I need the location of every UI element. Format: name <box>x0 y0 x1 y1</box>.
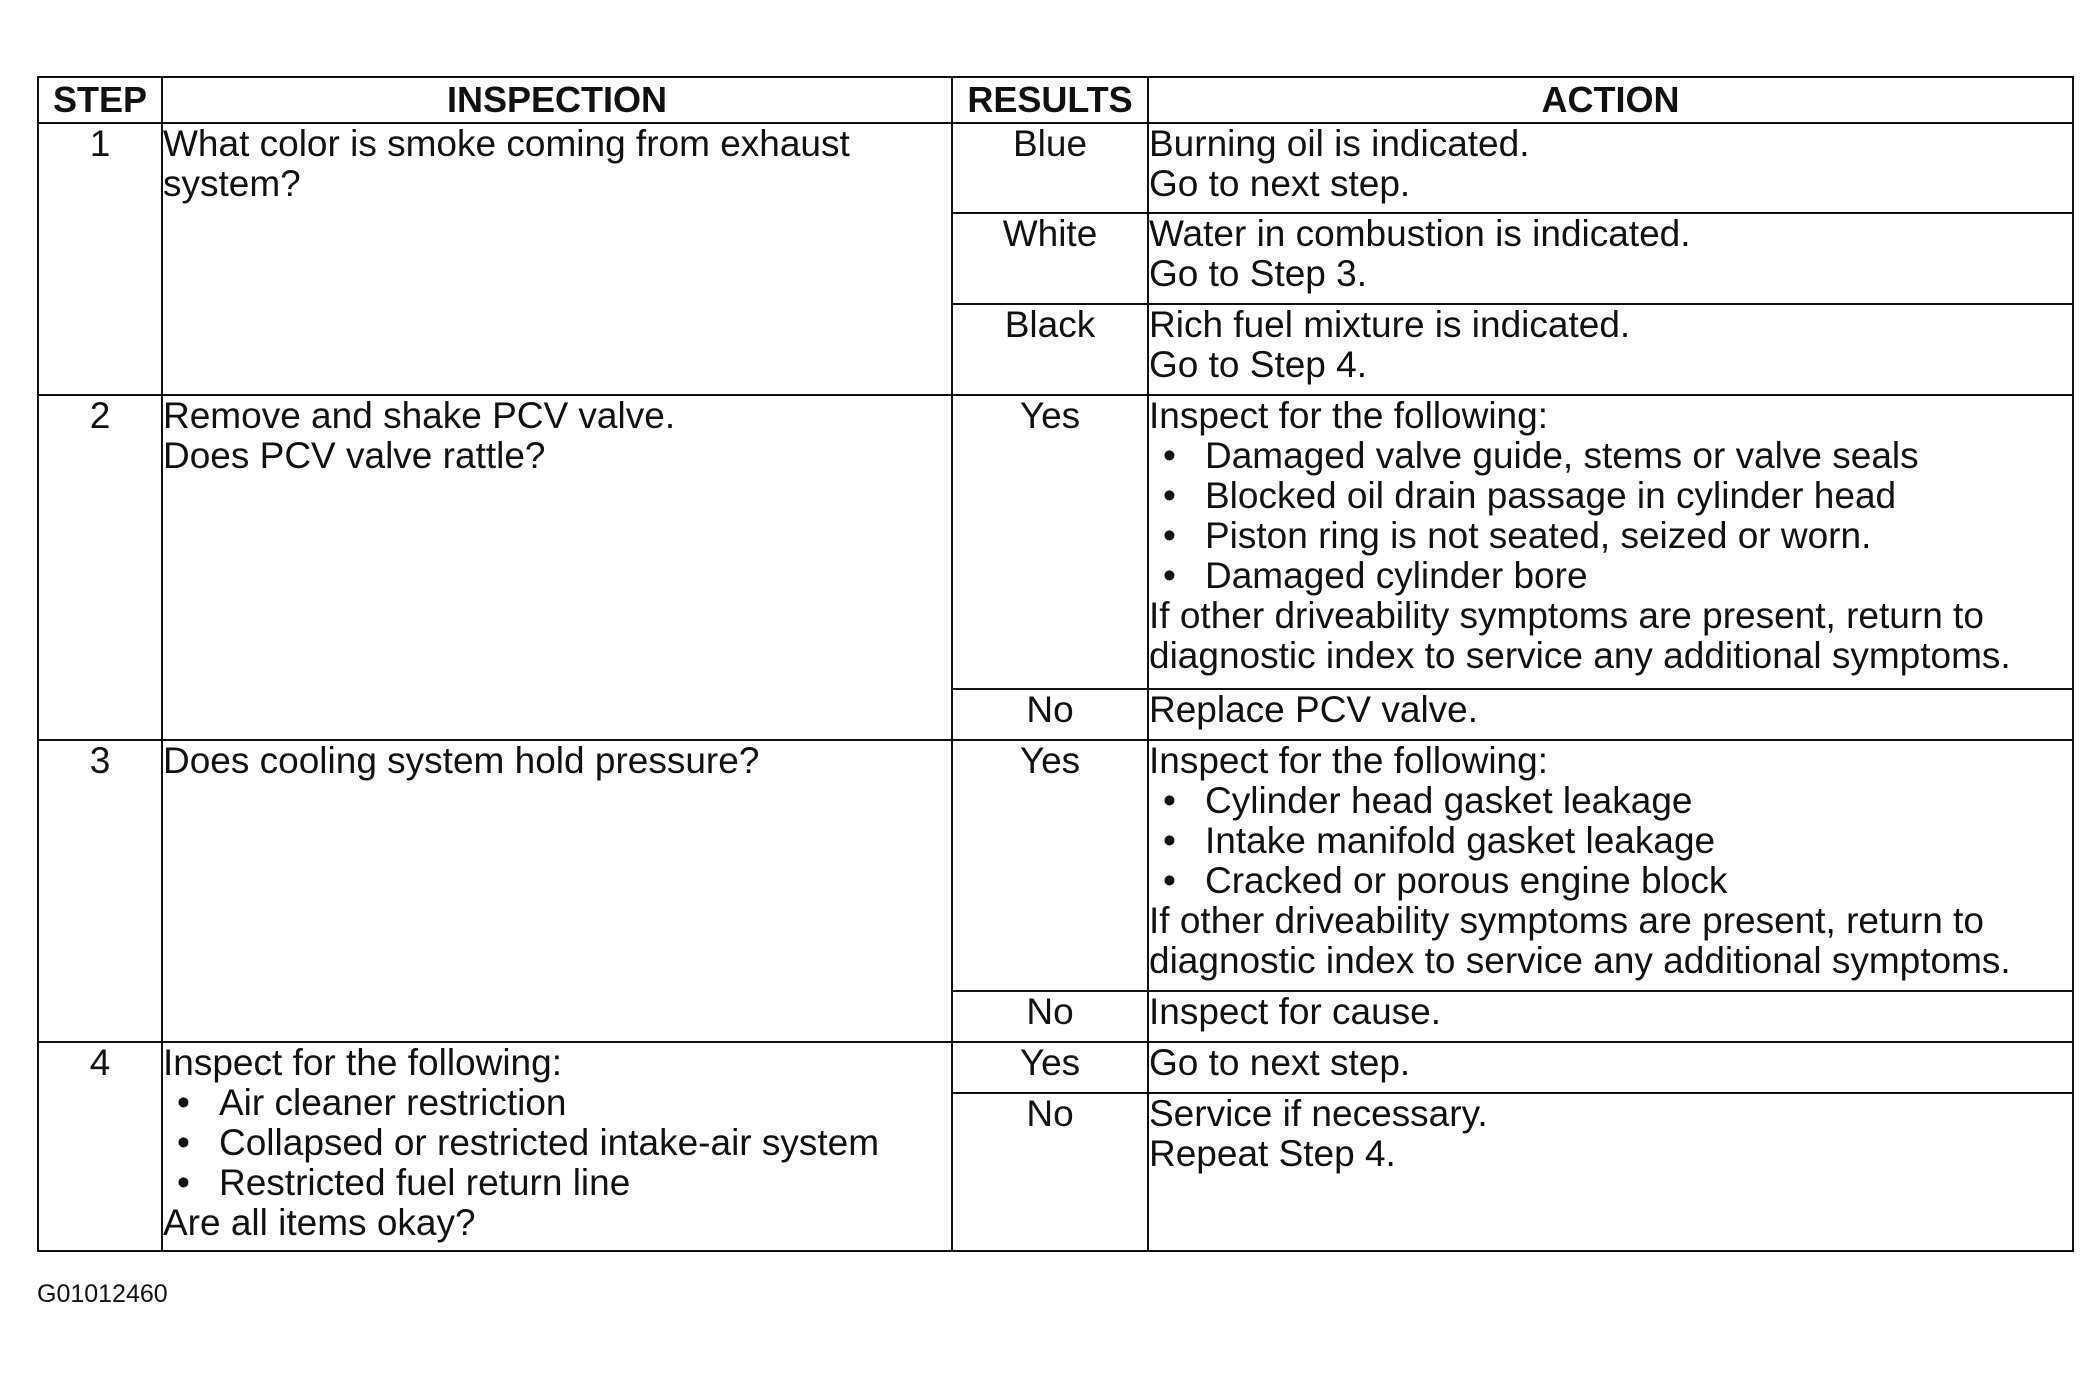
action-text: If other driveability symptoms are present, return to <box>1149 900 1984 941</box>
bullet-icon: • <box>1163 475 1176 516</box>
inspection-cell <box>162 1042 952 1251</box>
bullet-icon: • <box>177 1082 190 1123</box>
action-cell <box>1148 395 2073 689</box>
bullet-icon: • <box>177 1162 190 1203</box>
action-intro: Inspect for the following: <box>1149 395 1548 436</box>
list-item <box>1149 476 2072 516</box>
list-item <box>1149 821 2072 861</box>
inspection-text: Remove and shake PCV valve. <box>163 395 676 436</box>
inspection-bullet-list <box>163 1083 951 1203</box>
list-item-text: Restricted fuel return line <box>219 1162 631 1203</box>
result-value: Yes <box>952 1042 1148 1093</box>
inspection-text: What color is smoke coming from exhaust <box>163 123 850 164</box>
step-number: 2 <box>38 395 162 740</box>
inspection-cell <box>162 123 952 395</box>
action-text: diagnostic index to service any additional symptoms. <box>1149 635 2011 676</box>
bullet-icon: • <box>1163 555 1176 596</box>
header-row <box>38 77 2073 123</box>
list-item <box>1149 436 2072 476</box>
header-inspection: INSPECTION <box>162 77 952 123</box>
table-row <box>38 395 2073 689</box>
action-bullet-list <box>1149 436 2072 596</box>
header-step: STEP <box>38 77 162 123</box>
inspection-cell <box>162 740 952 1042</box>
list-item-text: Cylinder head gasket leakage <box>1205 780 1693 821</box>
action-cell <box>1148 740 2073 991</box>
bullet-icon: • <box>177 1122 190 1163</box>
step-number: 3 <box>38 740 162 1042</box>
inspection-intro: Inspect for the following: <box>163 1042 562 1083</box>
list-item <box>1149 516 2072 556</box>
action-cell <box>1148 213 2073 304</box>
action-text: diagnostic index to service any additional symptoms. <box>1149 940 2011 981</box>
table-row <box>38 123 2073 213</box>
step-number: 4 <box>38 1042 162 1251</box>
result-value: No <box>952 1093 1148 1251</box>
action-text: Inspect for cause. <box>1149 991 1442 1032</box>
action-cell <box>1148 123 2073 213</box>
action-text: Go to Step 3. <box>1149 253 1368 294</box>
list-item <box>163 1123 951 1163</box>
list-item <box>1149 781 2072 821</box>
bullet-icon: • <box>1163 860 1176 901</box>
result-value: No <box>952 991 1148 1042</box>
action-text: If other driveability symptoms are present, return to <box>1149 595 1984 636</box>
action-cell <box>1148 991 2073 1042</box>
inspection-text: Does cooling system hold pressure? <box>163 740 760 781</box>
action-text: Rich fuel mixture is indicated. <box>1149 304 1631 345</box>
inspection-text: system? <box>163 163 301 204</box>
header-action: ACTION <box>1148 77 2073 123</box>
bullet-icon: • <box>1163 820 1176 861</box>
result-value: Black <box>952 304 1148 395</box>
action-text: Service if necessary. <box>1149 1093 1488 1134</box>
action-text: Go to Step 4. <box>1149 344 1368 385</box>
result-value: Blue <box>952 123 1148 213</box>
list-item-text: Intake manifold gasket leakage <box>1205 820 1716 861</box>
figure-id: G01012460 <box>37 1280 168 1308</box>
inspection-text: Are all items okay? <box>163 1202 476 1243</box>
action-text: Replace PCV valve. <box>1149 689 1479 730</box>
list-item-text: Damaged cylinder bore <box>1205 555 1588 596</box>
list-item <box>1149 556 2072 596</box>
step-number: 1 <box>38 123 162 395</box>
action-text: Water in combustion is indicated. <box>1149 213 1691 254</box>
action-text: Repeat Step 4. <box>1149 1133 1396 1174</box>
list-item-text: Piston ring is not seated, seized or worn. <box>1205 515 1872 556</box>
list-item-text: Blocked oil drain passage in cylinder head <box>1205 475 1897 516</box>
list-item-text: Cracked or porous engine block <box>1205 860 1728 901</box>
bullet-icon: • <box>1163 515 1176 556</box>
table-row <box>38 740 2073 991</box>
inspection-text: Does PCV valve rattle? <box>163 435 546 476</box>
action-cell <box>1148 1042 2073 1093</box>
bullet-icon: • <box>1163 780 1176 821</box>
action-bullet-list <box>1149 781 2072 901</box>
diagnostic-table <box>37 76 2074 1252</box>
action-cell <box>1148 1093 2073 1251</box>
list-item <box>163 1163 951 1203</box>
result-value: No <box>952 689 1148 740</box>
list-item-text: Damaged valve guide, stems or valve seals <box>1205 435 1919 476</box>
list-item-text: Air cleaner restriction <box>219 1082 567 1123</box>
header-results: RESULTS <box>952 77 1148 123</box>
action-text: Go to next step. <box>1149 1042 1411 1083</box>
list-item-text: Collapsed or restricted intake-air system <box>219 1122 880 1163</box>
action-text: Burning oil is indicated. <box>1149 123 1530 164</box>
action-text: Go to next step. <box>1149 163 1411 204</box>
result-value: Yes <box>952 740 1148 991</box>
action-cell <box>1148 689 2073 740</box>
bullet-icon: • <box>1163 435 1176 476</box>
inspection-cell <box>162 395 952 740</box>
list-item <box>163 1083 951 1123</box>
list-item <box>1149 861 2072 901</box>
action-cell <box>1148 304 2073 395</box>
result-value: White <box>952 213 1148 304</box>
action-intro: Inspect for the following: <box>1149 740 1548 781</box>
table-row <box>38 1042 2073 1093</box>
result-value: Yes <box>952 395 1148 689</box>
